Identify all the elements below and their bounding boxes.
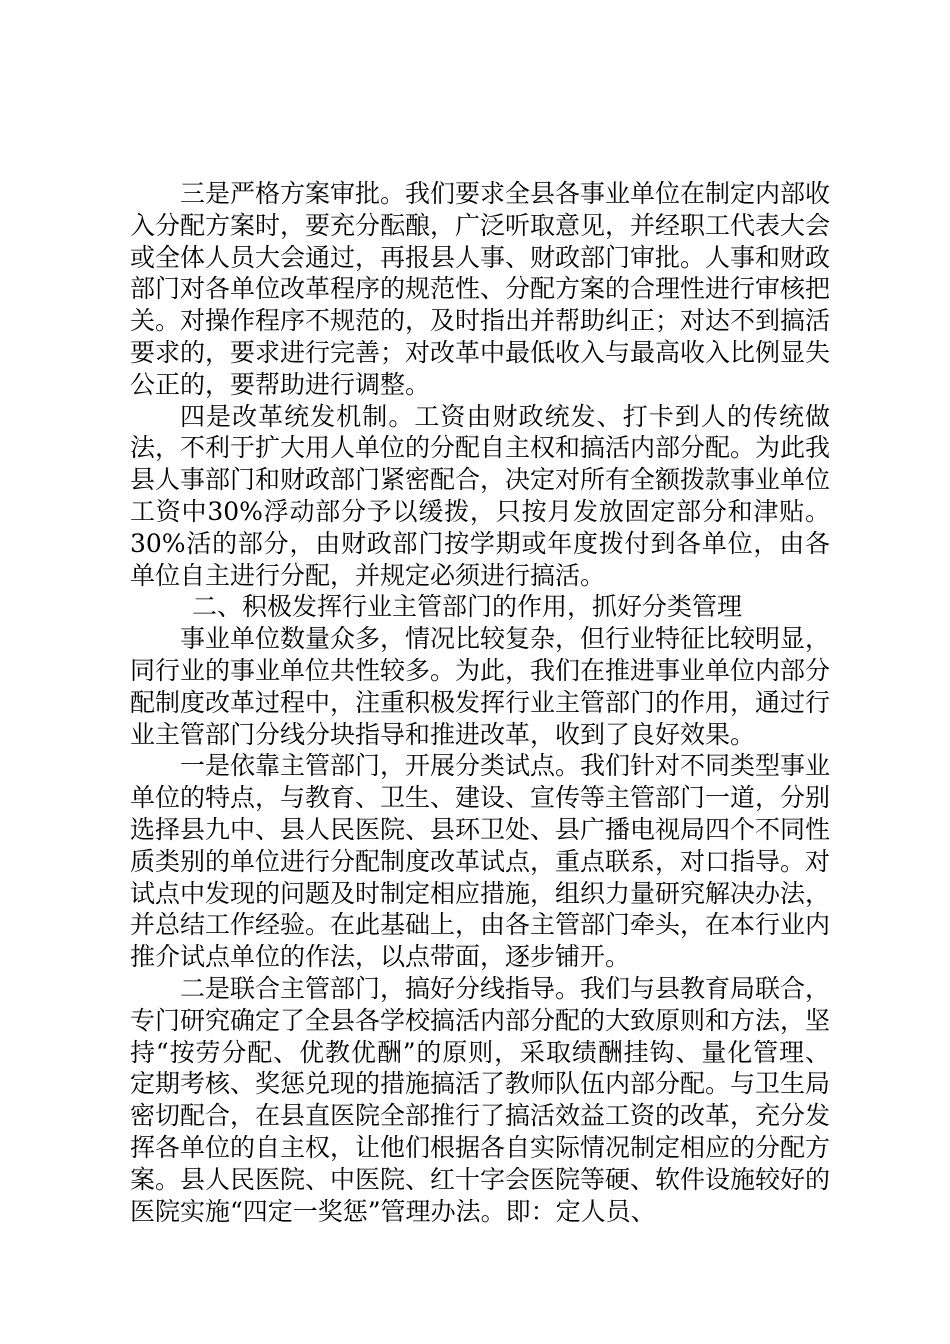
paragraph-strict-plan-approval: 三是严格方案审批。我们要求全县各事业单位在制定内部收入分配方案时，要充分酝酿，广泛听取意见，并经职工代表大会或全体人员大会通过，再报县人事、财政部门审批。人事和财政部门对各单位改革程序的规范性、分配方案的合理性进行审核把关。对操作程序不规范的，及时指出并帮助纠正；对达不到搞活要求的，要求进行完善；对改革中最低收入与最高收入比例显失公正的，要帮助进行调整。 [130,179,831,399]
paragraph-reform-payment-mechanism: 四是改革统发机制。工资由财政统发、打卡到人的传统做法，不利于扩大用人单位的分配自主权和搞活内部分配。为此我县人事部门和财政部门紧密配合，决定对所有全额拨款事业单位工资中30%浮动部分予以缓拨，只按月发放固定部分和津贴。30%活的部分，由财政部门按学期或年度拨付到各单位，由各单位自主进行分配，并规定必须进行搞活。 [130,401,831,590]
paragraph-pilot-by-category: 一是依靠主管部门，开展分类试点。我们针对不同类型事业单位的特点，与教育、卫生、建设、宣传等主管部门一道，分别选择县九中、县人民医院、县环卫处、县广播电视局四个不同性质类别的单位进行分配制度改革试点，重点联系，对口指导。对试点中发现的问题及时制定相应措施，组织力量研究解决办法，并总结工作经验。在此基础上，由各主管部门牵头，在本行业内推介试点单位的作法，以点带面，逐步铺开。 [130,751,831,972]
document-body [130,178,830,1227]
paragraph-joint-guidance: 二是联合主管部门，搞好分线指导。我们与县教育局联合，专门研究确定了全县各学校搞活内部分配的大致原则和方法，坚持“按劳分配、优教优酬”的原则，采取绩酬挂钩、量化管理、定期考核、奖惩兑现的措施搞活了教师队伍内部分配。与卫生局密切配合，在县直医院全部推行了搞活效益工资的改革，充分发挥各单位的自主权，让他们根据各自实际情况制定相应的分配方案。县人民医院、中医院、红十字会医院等硬、软件设施较好的医院实施“四定一奖惩”管理办法。即：定人员、 [130,973,831,1226]
paragraph-section-intro: 事业单位数量众多，情况比较复杂，但行业特征比较明显，同行业的事业单位共性较多。为此，我们在推进事业单位内部分配制度改革过程中，注重积极发挥行业主管部门的作用，通过行业主管部门分线分块指导和推进改革，收到了良好效果。 [130,624,831,749]
section-heading-industry-authorities: 二、积极发挥行业主管部门的作用，抓好分类管理 [192,592,743,622]
